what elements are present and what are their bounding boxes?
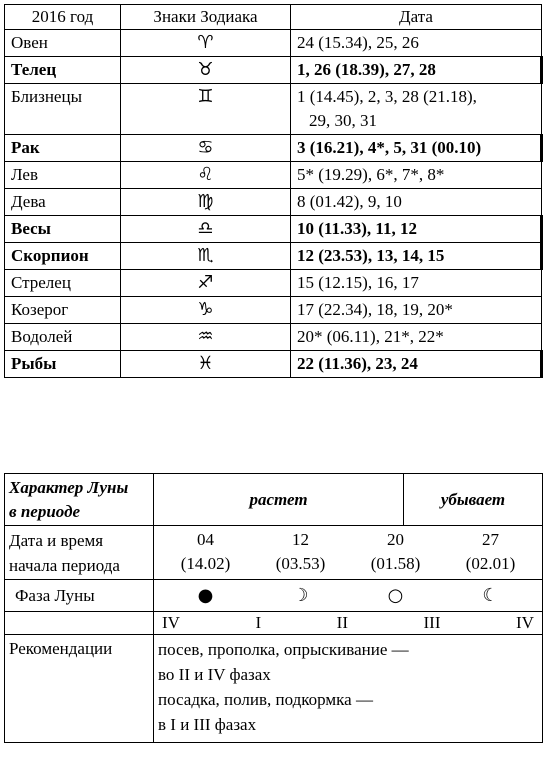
zodiac-date-line: 12 (23.53), 13, 14, 15 bbox=[297, 246, 445, 265]
new-moon-icon: ● bbox=[197, 584, 214, 606]
header-year: 2016 год bbox=[5, 5, 121, 30]
scorpio-icon: ♏ bbox=[121, 243, 291, 270]
zodiac-dates bbox=[291, 351, 542, 378]
zodiac-row bbox=[5, 324, 542, 351]
moon-phase-label: Фаза Луны bbox=[5, 580, 154, 612]
moon-datetime-row bbox=[5, 526, 543, 580]
zodiac-dates bbox=[291, 162, 542, 189]
zodiac-sign-name: Овен bbox=[5, 30, 121, 57]
zodiac-dates bbox=[291, 30, 542, 57]
period-day: 04 bbox=[197, 530, 214, 549]
moon-phase-table bbox=[4, 473, 543, 743]
cancer-icon: ♋ bbox=[121, 135, 291, 162]
zodiac-date-line: 10 (11.33), 11, 12 bbox=[297, 219, 417, 238]
zodiac-sign-name: Стрелец bbox=[5, 270, 121, 297]
recommendations-label: Рекомендации bbox=[5, 635, 154, 743]
zodiac-date-line: 22 (11.36), 23, 24 bbox=[297, 354, 418, 373]
zodiac-sign-name: Дева bbox=[5, 189, 121, 216]
zodiac-sign-name: Водолей bbox=[5, 324, 121, 351]
zodiac-dates bbox=[291, 216, 542, 243]
zodiac-row bbox=[5, 351, 542, 378]
zodiac-dates bbox=[291, 189, 542, 216]
zodiac-row bbox=[5, 243, 542, 270]
zodiac-dates bbox=[291, 135, 542, 162]
period-day: 20 bbox=[387, 530, 404, 549]
zodiac-sign-name: Скорпион bbox=[5, 243, 121, 270]
recommendation-line: в I и III фазах bbox=[158, 715, 257, 734]
zodiac-sign-name: Близнецы bbox=[5, 84, 121, 135]
period-time: (14.02) bbox=[180, 554, 231, 573]
zodiac-dates bbox=[291, 324, 542, 351]
header-date: Дата bbox=[291, 5, 542, 30]
moon-datetime-label bbox=[5, 526, 154, 580]
zodiac-row bbox=[5, 189, 542, 216]
aquarius-icon: ♒ bbox=[121, 324, 291, 351]
moon-datetime-label-line2: начала периода bbox=[9, 556, 120, 575]
gemini-icon: ♊ bbox=[121, 84, 291, 135]
last-quarter-icon: ☾ bbox=[482, 584, 499, 606]
moon-character-label bbox=[5, 474, 154, 526]
zodiac-sign-name: Лев bbox=[5, 162, 121, 189]
taurus-icon: ♉ bbox=[121, 57, 291, 84]
moon-datetime-label-line1: Дата и время bbox=[9, 531, 104, 550]
moon-character-label-line1: Характер Луны bbox=[9, 478, 129, 497]
phase-numbers-list bbox=[158, 612, 538, 634]
zodiac-sign-name: Рак bbox=[5, 135, 121, 162]
zodiac-row bbox=[5, 162, 542, 189]
recommendation-line: во II и IV фазах bbox=[158, 665, 271, 684]
zodiac-date-line: 5* (19.29), 6*, 7*, 8* bbox=[297, 165, 445, 184]
zodiac-dates bbox=[291, 84, 542, 135]
zodiac-sign-name: Рыбы bbox=[5, 351, 121, 378]
period-time: (01.58) bbox=[370, 554, 421, 573]
recommendation-line: посадка, полив, подкормка — bbox=[158, 690, 373, 709]
zodiac-row bbox=[5, 297, 542, 324]
zodiac-sign-name: Телец bbox=[5, 57, 121, 84]
period-days bbox=[158, 528, 538, 552]
aries-icon: ♈ bbox=[121, 30, 291, 57]
period-day: 12 bbox=[292, 530, 309, 549]
zodiac-dates bbox=[291, 243, 542, 270]
zodiac-row bbox=[5, 30, 542, 57]
moon-character-label-line2: в периоде bbox=[9, 502, 81, 521]
pisces-icon: ♓ bbox=[121, 351, 291, 378]
zodiac-date-line: 24 (15.34), 25, 26 bbox=[297, 33, 419, 52]
zodiac-header-row bbox=[5, 5, 542, 30]
libra-icon: ♎ bbox=[121, 216, 291, 243]
recommendation-line: посев, прополка, опрыскивание — bbox=[158, 640, 409, 659]
zodiac-date-line: 17 (22.34), 18, 19, 20* bbox=[297, 300, 453, 319]
moon-phase-icons bbox=[154, 580, 543, 612]
zodiac-date-line: 3 (16.21), 4*, 5, 31 (00.10) bbox=[297, 138, 482, 157]
recommendations-text bbox=[154, 635, 543, 743]
zodiac-date-line: 1, 26 (18.39), 27, 28 bbox=[297, 60, 436, 79]
moon-phase-numbers bbox=[154, 612, 543, 635]
moon-phase-number-row bbox=[5, 612, 543, 635]
moon-periods bbox=[154, 526, 543, 580]
phase-number: II bbox=[336, 613, 348, 632]
period-times bbox=[158, 552, 538, 576]
zodiac-row bbox=[5, 216, 542, 243]
zodiac-row bbox=[5, 84, 542, 135]
moon-waning: убывает bbox=[404, 474, 543, 526]
zodiac-row bbox=[5, 270, 542, 297]
period-time: (03.53) bbox=[275, 554, 326, 573]
phase-number: IV bbox=[162, 613, 180, 632]
moon-phase-row bbox=[5, 580, 543, 612]
phase-number: IV bbox=[516, 613, 534, 632]
first-quarter-icon: ☽ bbox=[292, 584, 309, 606]
zodiac-sign-name: Козерог bbox=[5, 297, 121, 324]
moon-phase-number-blank bbox=[5, 612, 154, 635]
phase-number: III bbox=[423, 613, 441, 632]
zodiac-sign-name: Весы bbox=[5, 216, 121, 243]
zodiac-dates bbox=[291, 297, 542, 324]
capricorn-icon: ♑ bbox=[121, 297, 291, 324]
full-moon-icon: ○ bbox=[387, 584, 404, 606]
moon-recommendations-row bbox=[5, 635, 543, 743]
zodiac-table bbox=[4, 4, 543, 378]
period-day: 27 bbox=[482, 530, 499, 549]
sagittarius-icon: ♐ bbox=[121, 270, 291, 297]
virgo-icon: ♍ bbox=[121, 189, 291, 216]
zodiac-dates bbox=[291, 270, 542, 297]
zodiac-row bbox=[5, 57, 542, 84]
zodiac-date-line: 15 (12.15), 16, 17 bbox=[297, 273, 419, 292]
zodiac-date-line: 29, 30, 31 bbox=[309, 111, 377, 130]
zodiac-date-line: 8 (01.42), 9, 10 bbox=[297, 192, 402, 211]
zodiac-row bbox=[5, 135, 542, 162]
header-signs: Знаки Зодиака bbox=[121, 5, 291, 30]
moon-growing: растет bbox=[154, 474, 404, 526]
zodiac-date-line: 1 (14.45), 2, 3, 28 (21.18), bbox=[297, 87, 477, 106]
zodiac-dates bbox=[291, 57, 542, 84]
period-time: (02.01) bbox=[465, 554, 516, 573]
moon-character-row bbox=[5, 474, 543, 526]
phase-icons-list bbox=[158, 584, 538, 608]
phase-number: I bbox=[255, 613, 262, 632]
leo-icon: ♌ bbox=[121, 162, 291, 189]
zodiac-date-line: 20* (06.11), 21*, 22* bbox=[297, 327, 444, 346]
